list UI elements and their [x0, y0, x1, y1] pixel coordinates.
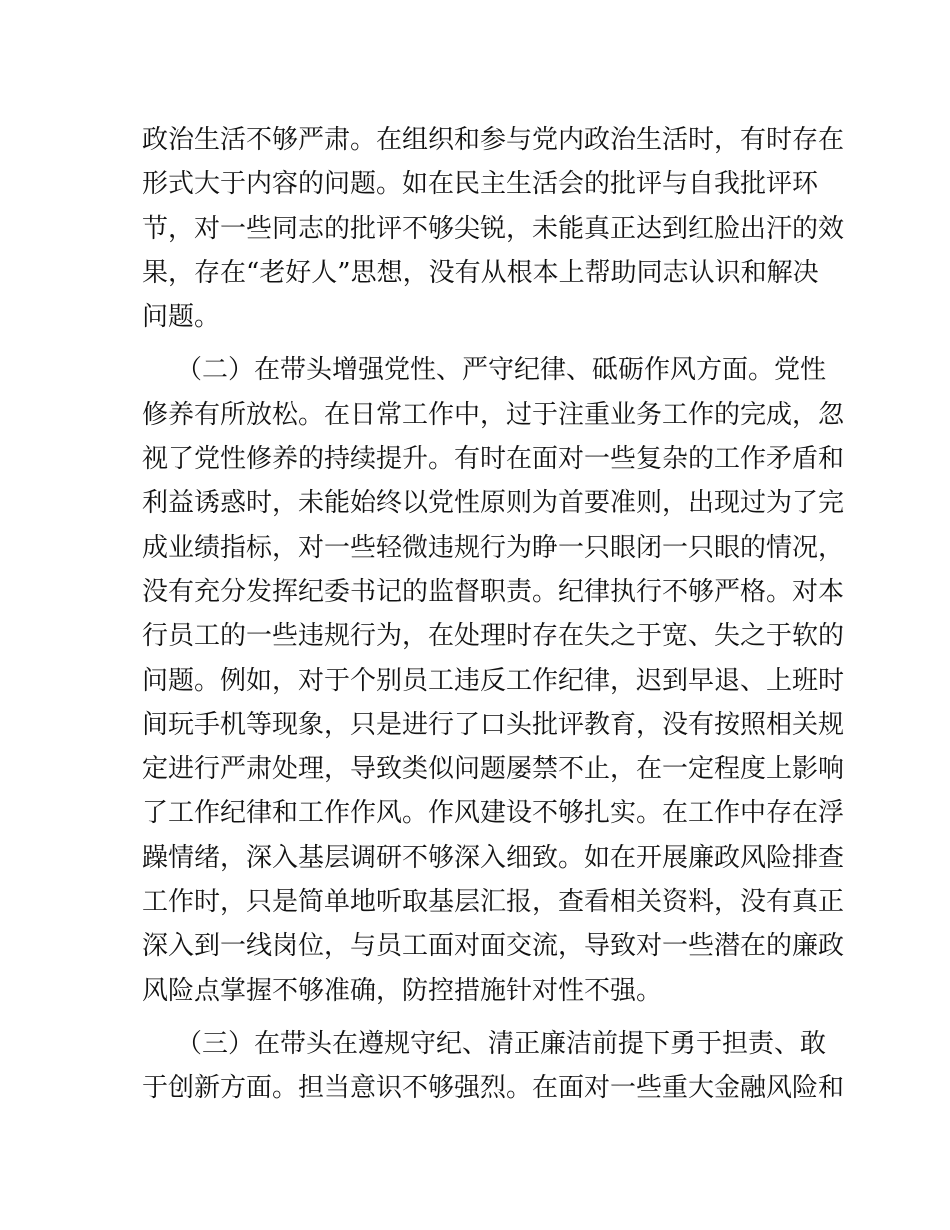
text-line: 行员工的一些违规行为，在处理时存在失之于宽、失之于软的: [142, 621, 845, 652]
document-page: [142, 118, 845, 1120]
text-line: 利益诱惑时，未能始终以党性原则为首要准则，出现过为了完: [142, 488, 845, 519]
text-line: 间玩手机等现象，只是进行了口头批评教育，没有按照相关规: [142, 709, 845, 740]
text-line: 政治生活不够严肃。在组织和参与党内政治生活时，有时存在: [142, 125, 845, 155]
text-line: 深入到一线岗位，与员工面对面交流，导致对一些潜在的廉政: [142, 931, 845, 962]
text-line: 了工作纪律和工作作风。作风建设不够扎实。在工作中存在浮: [142, 798, 845, 829]
text-line: 问题。例如，对于个别员工违反工作纪律，迟到早退、上班时: [142, 665, 845, 696]
text-line: 成业绩指标，对一些轻微违规行为睁一只眼闭一只眼的情况，: [142, 532, 845, 563]
text-line: 工作时，只是简单地听取基层汇报，查看相关资料，没有真正: [142, 887, 845, 918]
text-line: 节，对一些同志的批评不够尖锐，未能真正达到红脸出汗的效: [142, 213, 845, 244]
text-line: （三）在带头在遵规守纪、清正廉洁前提下勇于担责、敢: [176, 1028, 827, 1059]
paragraph: [142, 1022, 845, 1111]
text-line: 形式大于内容的问题。如在民主生活会的批评与自我批评环: [142, 169, 819, 200]
text-line: 躁情绪，深入基层调研不够深入细致。如在开展廉政风险排查: [142, 842, 845, 873]
text-line: 于创新方面。担当意识不够强烈。在面对一些重大金融风险和: [142, 1073, 845, 1104]
text-line: 没有充分发挥纪委书记的监督职责。纪律执行不够严格。对本: [142, 576, 845, 607]
text-line: 果，存在“老好人”思想，没有从根本上帮助同志认识和解决: [142, 257, 819, 288]
text-line: （二）在带头增强党性、严守纪律、砥砺作风方面。党性: [176, 355, 827, 386]
text-line: 风险点掌握不够准确，防控措施针对性不强。: [142, 975, 663, 1006]
text-line: 问题。: [142, 302, 221, 333]
text-line: 定进行严肃处理，导致类似问题屡禁不止，在一定程度上影响: [142, 754, 845, 785]
paragraph: [142, 348, 845, 1012]
text-line: 视了党性修养的持续提升。有时在面对一些复杂的工作矛盾和: [142, 444, 845, 475]
paragraph: [142, 118, 845, 339]
text-line: 修养有所放松。在日常工作中，过于注重业务工作的完成，忽: [142, 399, 845, 430]
